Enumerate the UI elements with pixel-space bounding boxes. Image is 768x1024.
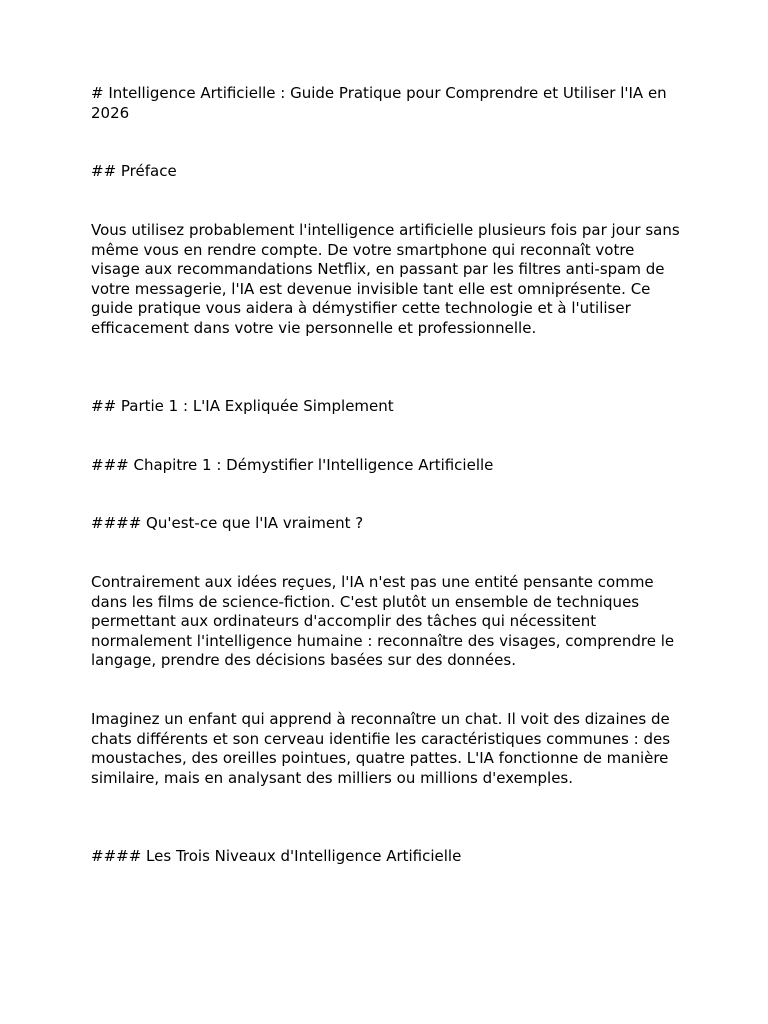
preface-heading: ## Préface [91, 162, 177, 180]
preface-paragraph: Vous utilisez probablement l'intelligence artificielle plusieurs fois par jour sans même vous en rendre compte. De votre smartphone qui reconnaît votre visage aux recommandations Netflix, en passant par les filtres anti-spam de votre messagerie, l'IA est devenue invisible tant elle est omniprésente. Ce guide pratique vous aidera à démystifier cette technologie et à l'utiliser efficacement dans votre vie personnelle et professionnelle. [91, 221, 680, 337]
chapter1-heading: ### Chapitre 1 : Démystifier l'Intelligence Artificielle [91, 456, 494, 474]
part1-heading: ## Partie 1 : L'IA Expliquée Simplement [91, 397, 394, 415]
child-analogy-paragraph: Imaginez un enfant qui apprend à reconnaître un chat. Il voit des dizaines de chats différents et son cerveau identifie les caractéristiques communes : des moustaches, des oreilles pointues, quatre pattes. L'IA fonctionne de manière similaire, mais en analysant des milliers ou millions d'exemples. [91, 710, 671, 787]
what-is-ai-paragraph: Contrairement aux idées reçues, l'IA n'est pas une entité pensante comme dans les films de science-fiction. C'est plutôt un ensemble de techniques permettant aux ordinateurs d'accomplir des tâches qui nécessitent normalement l'intelligence humaine : reconnaître des visages, comprendre le langage, prendre des décisions basées sur des données. [91, 573, 675, 670]
what-is-ai-heading: #### Qu'est-ce que l'IA vraiment ? [91, 514, 364, 532]
three-levels-heading: #### Les Trois Niveaux d'Intelligence Artificielle [91, 847, 462, 865]
document-page [91, 0, 681, 1024]
document-title: # Intelligence Artificielle : Guide Pratique pour Comprendre et Utiliser l'IA en 2026 [91, 84, 667, 122]
